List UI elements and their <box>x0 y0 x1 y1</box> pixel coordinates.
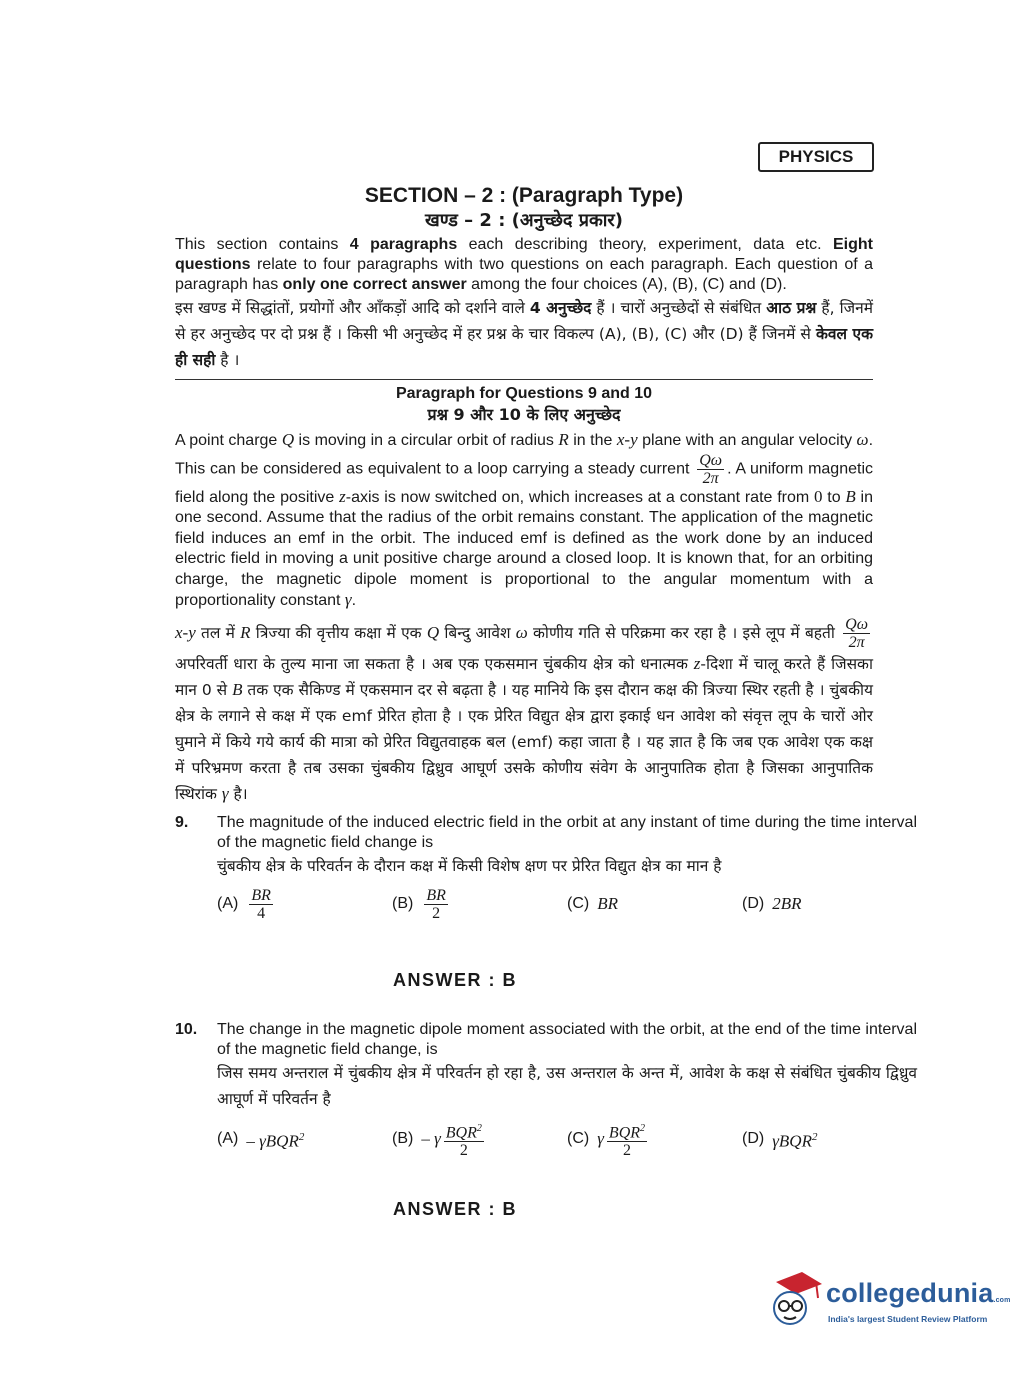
denominator: 4 <box>257 904 266 922</box>
logo-tagline: India's largest Student Review Platform <box>828 1314 988 1324</box>
denominator: 2π <box>702 469 719 487</box>
numerator <box>444 1120 484 1142</box>
option-d[interactable] <box>742 887 917 922</box>
divider <box>175 379 873 380</box>
paragraph-text-en <box>175 430 873 612</box>
numerator: BR <box>426 886 446 904</box>
intro-text: इस खण्ड में सिद्धांतों, प्रयोगों और आँकड़ों आदि को दर्शाने वाले <box>175 299 530 317</box>
intro-text: relate to four paragraphs with two questions on each paragraph. Each question of a paragraph has <box>175 256 873 293</box>
option-fraction <box>607 1120 647 1159</box>
answer-10: ANSWER : B <box>393 1198 517 1219</box>
text: तक एक सैकिण्ड में एकसमान दर से बढ़ता है । यह मानिये कि इस दौरान कक्ष की त्रिज्या स्थिर रहती है । चुंबकीय क्षेत्र के लगाने से कक्ष में एक emf प्रेरित होता है । एक प्रेरित विद्युत क्षेत्र द्वारा इकाई धन आवेश को संवृत्त लूप के चारों ओर घुमाने में किये गये कार्य की मात्रा को प्रेरित विद्युतवाहक बल (emf) कहा जाता है । यह ज्ञात है कि जब एक आवेश एक कक्ष में परिभ्रमण करता है तब उसका चुंबकीय द्विध्रुव आघूर्ण उसके कोणीय संवेग के आनुपातिक होता है जिसका आनुपातिक स्थिरांक <box>175 680 874 803</box>
denominator: 2π <box>848 633 865 651</box>
section-intro-hi <box>175 295 873 373</box>
intro-text: है । <box>215 351 240 369</box>
question-number: 10. <box>175 1020 198 1038</box>
text: त्रिज्या की वृत्तीय कक्षा में एक <box>250 623 427 642</box>
question-body <box>217 1020 917 1159</box>
text: -axis is now switched on, which increases at a constant rate from <box>345 488 814 506</box>
question-9 <box>175 813 917 922</box>
subject-label: PHYSICS <box>758 142 874 172</box>
text: plane with an angular velocity <box>637 432 857 449</box>
symbol: B <box>845 486 856 506</box>
option-label: (C) <box>567 895 590 912</box>
intro-text: This section contains <box>175 236 350 253</box>
option-fraction <box>424 887 448 922</box>
option-expression: 2BR <box>772 894 802 913</box>
option-fraction <box>444 1120 484 1159</box>
intro-text: हैं । चारों अनुच्छेदों से संबंधित <box>591 299 767 317</box>
symbol: x-y <box>616 430 638 449</box>
question-body <box>217 813 917 922</box>
page-content <box>175 183 917 1219</box>
paragraph-title-en: Paragraph for Questions 9 and 10 <box>395 385 653 402</box>
option-fraction <box>249 887 273 922</box>
question-number: 9. <box>175 813 189 831</box>
intro-bold: केवल एक ही सही <box>175 325 873 369</box>
symbol: γ <box>344 590 352 609</box>
option-b[interactable] <box>392 1120 567 1159</box>
option-label: (A) <box>217 895 239 912</box>
symbol: ω <box>856 430 869 449</box>
text: is moving in a circular orbit of radius <box>294 432 559 449</box>
num-text: BQR <box>608 1123 641 1141</box>
text: कोणीय गति से परिक्रमा कर रहा है । इसे लूप में बहती <box>527 623 841 642</box>
superscript: 2 <box>298 1130 305 1143</box>
text: बिन्दु आवेश <box>439 623 516 642</box>
text: A point charge <box>175 432 282 449</box>
current-fraction <box>697 452 724 487</box>
superscript: 2 <box>476 1122 482 1134</box>
question-text-hi: जिस समय अन्तराल में चुंबकीय क्षेत्र में परिवर्तन हो रहा है, उस अन्तराल के अन्त में, आवेश के कक्ष से संबंधित चुंबकीय द्विध्रुव आघूर्ण में परिवर्तन है <box>217 1063 917 1108</box>
option-label: (B) <box>392 1130 414 1148</box>
option-expression: BR <box>597 894 618 913</box>
logo-wordmark <box>826 1278 1011 1309</box>
logo-tld: .com <box>993 1297 1011 1304</box>
mascot-icon <box>766 1268 824 1338</box>
text: है। <box>228 784 248 803</box>
option-expression <box>772 1127 817 1152</box>
option-c[interactable] <box>567 1120 742 1159</box>
intro-bold: 4 paragraphs <box>349 236 458 253</box>
option-b[interactable] <box>392 887 567 922</box>
answer-9: ANSWER : B <box>393 969 517 990</box>
collegedunia-logo[interactable] <box>766 1268 1011 1338</box>
symbol: z <box>339 486 346 506</box>
text: -दिशा में चालू करते हैं जिसका मान 0 से <box>175 654 873 699</box>
symbol: γ <box>221 783 229 803</box>
intro-text: हैं, जिनमें से हर अनुच्छेद पर दो प्रश्न हैं । किसी भी अनुच्छेद में हर प्रश्न के चार विकल्प (A), (B), (C) और (D) हैं जिनमें से <box>175 299 873 343</box>
superscript: 2 <box>640 1122 646 1134</box>
numerator: Qω <box>845 615 868 633</box>
symbol: R <box>240 622 251 642</box>
option-a[interactable] <box>217 887 392 922</box>
question-10 <box>175 1020 917 1159</box>
intro-bold: आठ प्रश्न <box>766 299 817 317</box>
coefficient: γ <box>597 1129 604 1149</box>
numerator: Qω <box>699 451 723 469</box>
option-label: (B) <box>392 895 414 912</box>
option-label: (C) <box>567 1130 590 1148</box>
section-title-hi: खण्ड – 2 : (अनुच्छेद प्रकार) <box>424 210 624 231</box>
text: in one second. Assume that the radius of the orbit remains constant. The application of the magnetic field induces an emf in the orbit. The induced emf is defined as the work done by an induced electric field in moving a unit positive charge around a closed loop. It is known that, for an orbiting charge, the magnetic dipole moment is proportional to the angular momentum with a proportionality constant <box>175 488 874 609</box>
expr: – γBQR <box>246 1131 299 1151</box>
denominator: 2 <box>432 904 441 922</box>
symbol: B <box>232 679 243 699</box>
intro-text: each describing theory, experiment, data etc. <box>457 236 833 253</box>
question-text-en: The change in the magnetic dipole moment associated with the orbit, at the end of the time interval of the magnetic field change, is <box>217 1020 917 1058</box>
denominator: 2 <box>459 1141 468 1159</box>
intro-text: among the four choices (A), (B), (C) and (D). <box>466 276 787 293</box>
options <box>217 887 917 922</box>
numerator: BR <box>251 886 271 904</box>
symbol: x-y <box>175 622 196 642</box>
symbol: Q <box>281 430 295 449</box>
symbol: 0 <box>813 486 823 506</box>
option-label: (D) <box>742 895 765 912</box>
section-intro-en <box>175 235 873 295</box>
option-label: (A) <box>217 1130 239 1148</box>
intro-bold: 4 अनुच्छेद <box>529 299 592 317</box>
num-text: BQR <box>445 1123 477 1141</box>
option-c[interactable] <box>567 887 742 922</box>
intro-bold: Eight questions <box>175 236 873 273</box>
text: in the <box>568 432 617 449</box>
text: तल में <box>195 623 241 642</box>
question-text-en: The magnitude of the induced electric field in the orbit at any instant of time during the time interval of the magnetic field change is <box>217 813 917 851</box>
symbol: Q <box>426 622 440 642</box>
text: . A uniform magnetic field along the positive <box>175 460 873 506</box>
intro-bold: only one correct answer <box>282 276 467 293</box>
paragraph-title-hi: प्रश्न 9 और 10 के लिए अनुच्छेद <box>427 405 621 424</box>
denominator: 2 <box>622 1141 631 1159</box>
text: अपरिवर्ती धारा के तुल्य माना जा सकता है । अब एक एकसमान चुंबकीय क्षेत्र को धनात्मक <box>175 654 694 673</box>
section-title-en: SECTION – 2 : (Paragraph Type) <box>364 184 684 207</box>
options <box>217 1120 917 1159</box>
symbol: R <box>558 430 569 449</box>
superscript: 2 <box>811 1130 818 1143</box>
question-text-hi: चुंबकीय क्षेत्र के परिवर्तन के दौरान कक्ष में किसी विशेष क्षण पर प्रेरित विद्युत क्षेत्र का मान है <box>217 856 722 875</box>
symbol: z <box>693 653 701 673</box>
option-d[interactable] <box>742 1120 917 1159</box>
option-expression <box>246 1127 304 1152</box>
option-label: (D) <box>742 1130 765 1148</box>
text: . <box>351 592 357 609</box>
symbol: ω <box>515 622 528 642</box>
expr: γBQR <box>772 1131 812 1151</box>
numerator <box>607 1120 647 1142</box>
coefficient: – γ <box>421 1129 441 1149</box>
text: . This can be considered as equivalent to a loop carrying a steady current <box>175 432 874 478</box>
logo-name: collegedunia <box>826 1278 994 1308</box>
current-fraction <box>843 616 870 651</box>
text: to <box>822 488 846 506</box>
paragraph-text-hi <box>175 616 873 807</box>
option-a[interactable] <box>217 1120 392 1159</box>
